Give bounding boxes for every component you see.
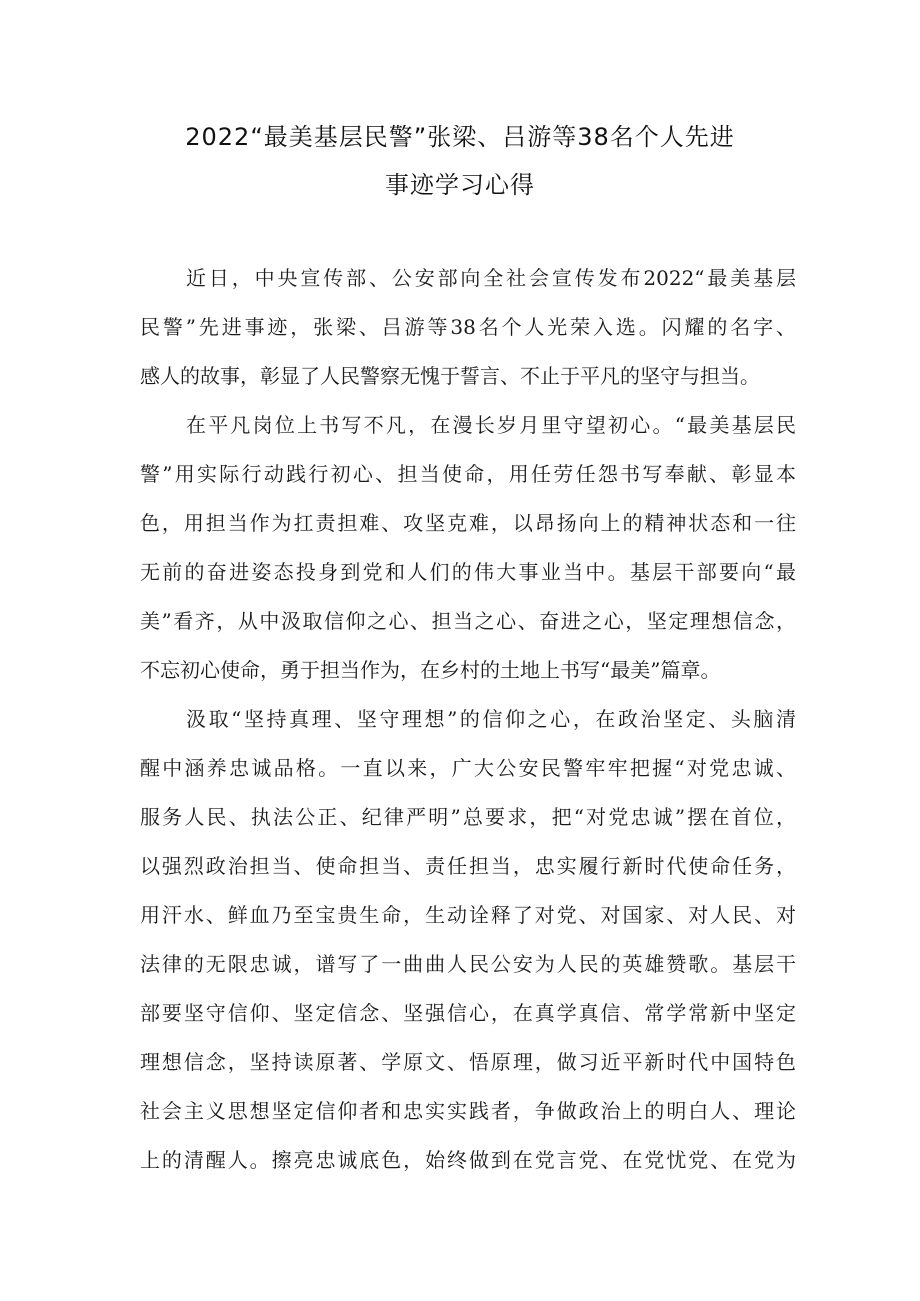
paragraph-1-line-3: 感人的故事，彰显了人民警察无愧于誓言、不止于平凡的坚守与担当。 — [140, 364, 760, 388]
paragraph-2-line-6: 不忘初心使命，勇于担当作为，在乡村的土地上书写“最美”篇章。 — [140, 658, 721, 682]
paragraph-3-line-1: 汲取“坚持真理、坚守理想”的信仰之心，在政治坚定、头脑清 — [186, 707, 796, 731]
paragraph-3-line-7: 部要坚守信仰、坚定信念、坚强信心，在真学真信、常学常新中坚定 — [140, 1001, 796, 1025]
paragraph-2-line-2: 警”用实际行动践行初心、担当使命，用任劳任怨书写奉献、彰显本 — [140, 462, 796, 486]
document-title-line-1: 2022“最美基层民警”张梁、吕游等38名个人先进 — [185, 123, 735, 151]
paragraph-2-line-4: 无前的奋进姿态投身到党和人们的伟大事业当中。基层干部要向“最 — [140, 560, 796, 584]
document-title-line-2: 事迹学习心得 — [385, 171, 535, 199]
paragraph-1-line-2: 民警”先进事迹，张梁、吕游等38名个人光荣入选。闪耀的名字、 — [140, 315, 796, 339]
paragraph-3-line-5: 用汗水、鲜血乃至宝贵生命，生动诠释了对党、对国家、对人民、对 — [140, 903, 796, 927]
paragraph-3-line-4: 以强烈政治担当、使命担当、责任担当，忠实履行新时代使命任务， — [140, 854, 796, 878]
document-body — [140, 258, 796, 1189]
paragraph-3-line-10: 上的清醒人。擦亮忠诚底色，始终做到在党言党、在党忧党、在党为 — [140, 1148, 796, 1172]
paragraph-2-line-5: 美”看齐，从中汲取信仰之心、担当之心、奋进之心，坚定理想信念， — [140, 609, 796, 633]
paragraph-3-line-6: 法律的无限忠诚，谱写了一曲曲人民公安为人民的英雄赞歌。基层干 — [140, 952, 796, 976]
paragraph-3-line-8: 理想信念，坚持读原著、学原文、悟原理，做习近平新时代中国特色 — [140, 1050, 796, 1074]
paragraph-1-line-1: 近日，中央宣传部、公安部向全社会宣传发布2022“最美基层 — [186, 266, 796, 290]
paragraph-2-line-1: 在平凡岗位上书写不凡，在漫长岁月里守望初心。“最美基层民 — [186, 413, 796, 437]
paragraph-3-line-9: 社会主义思想坚定信仰者和忠实实践者，争做政治上的明白人、理论 — [140, 1099, 796, 1123]
paragraph-2-line-3: 色，用担当作为扛责担难、攻坚克难，以昂扬向上的精神状态和一往 — [140, 511, 796, 535]
paragraph-3-line-2: 醒中涵养忠诚品格。一直以来，广大公安民警牢牢把握“对党忠诚、 — [140, 756, 796, 780]
paragraph-3-line-3: 服务人民、执法公正、纪律严明”总要求，把“对党忠诚”摆在首位， — [140, 805, 796, 829]
